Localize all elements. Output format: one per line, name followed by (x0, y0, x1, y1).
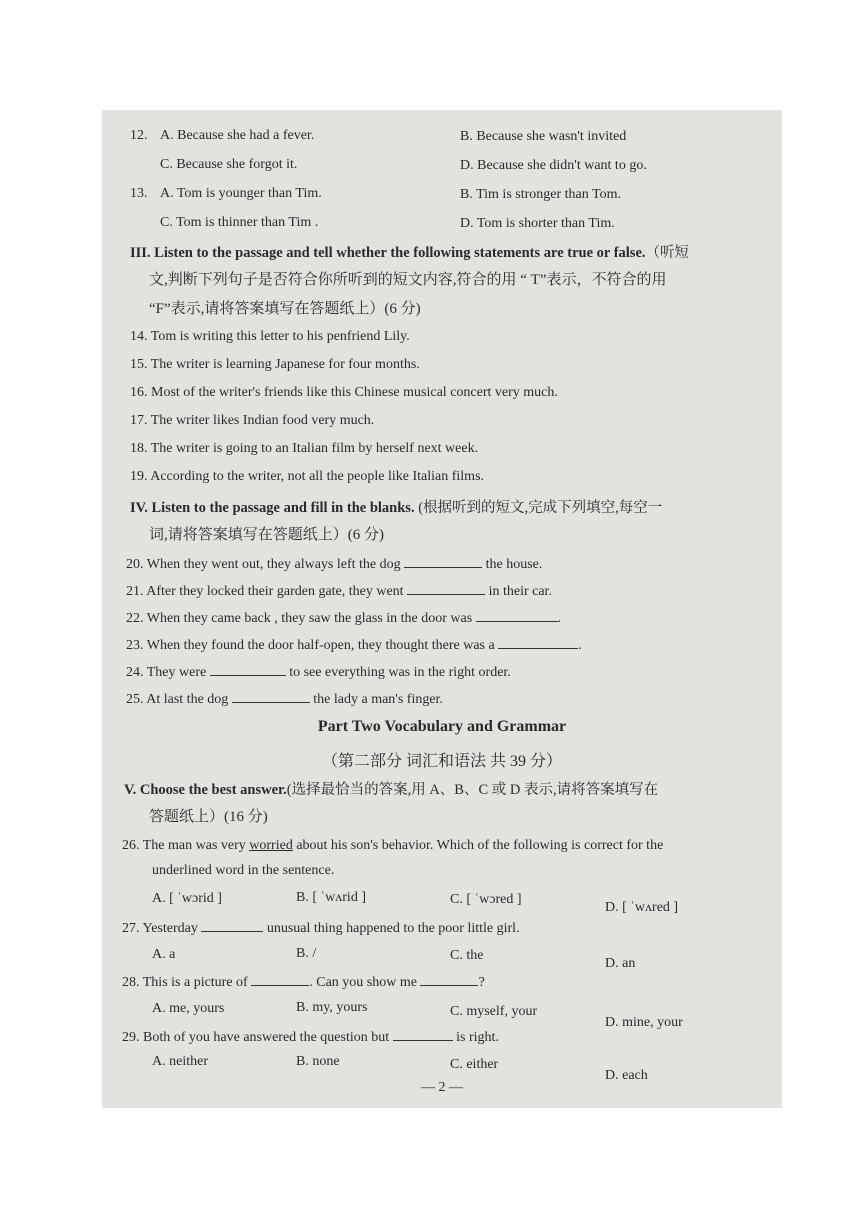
question-number: 13. (130, 186, 148, 201)
statement-item (130, 412, 374, 430)
answer-blank (498, 635, 578, 649)
part-two-subtitle: （第二部分 词汇和语法 共 39 分） (321, 753, 562, 770)
question-number: 27. (122, 921, 140, 936)
section-3-instruction-line2: 文,判断下列句子是否符合你所听到的短文内容,符合的用 “ T”表示，不符合的用 (149, 272, 667, 288)
question-29 (122, 1027, 499, 1047)
answer-blank (251, 972, 309, 986)
answer-blank (420, 972, 478, 986)
question-number: 28. (122, 975, 140, 990)
question-text: in their car. (488, 584, 552, 599)
option-a: A. Because she had a fever. (160, 128, 315, 143)
statement-number: 15. (130, 357, 148, 372)
statement-number: 19. (130, 469, 148, 484)
question-text: This is a picture of (142, 975, 248, 990)
option-b: B. my, yours (296, 1000, 368, 1015)
question-text: the house. (485, 557, 543, 572)
question-text: They were (146, 665, 207, 680)
section-3-instruction-line3: “F”表示,请将答案填写在答题纸上）(6 分) (149, 301, 421, 317)
option-d: D. an (605, 956, 636, 971)
section-5-instruction: (选择最恰当的答案,用 A、B、C 或 D 表示,请将答案填写在 (286, 782, 659, 798)
option-d: D. Tom is shorter than Tim. (460, 216, 615, 231)
question-text: . (578, 638, 582, 653)
option-d: D. [ ˈwʌred ] (605, 900, 679, 915)
question-number: 26. (122, 838, 140, 853)
question-text: When they went out, they always left the dog (146, 557, 401, 572)
answer-blank (404, 554, 482, 568)
section-4-instruction: (根据听到的短文,完成下列填空,每空一 (418, 500, 663, 516)
section-5-instruction-line2: 答题纸上）(16 分) (149, 809, 268, 825)
option-c: C. Tom is thinner than Tim . (160, 215, 319, 230)
question-28 (122, 972, 485, 992)
fill-blank-item (126, 662, 511, 682)
question-text: Both of you have answered the question but (143, 1030, 390, 1045)
underlined-word: worried (249, 838, 293, 853)
statement-item (130, 356, 420, 374)
question-number: 29. (122, 1030, 140, 1045)
question-number: 25. (126, 692, 144, 707)
question-text: to see everything was in the right order. (289, 665, 511, 680)
section-4-title: IV. Listen to the passage and fill in the blanks. (130, 500, 415, 516)
statement-text: The writer likes Indian food very much. (150, 413, 375, 428)
statement-item (130, 384, 558, 402)
question-number: 20. (126, 557, 144, 572)
statement-item (130, 468, 484, 486)
question-number: 23. (126, 638, 144, 653)
fill-blank-item (126, 554, 542, 574)
option-a: A. neither (152, 1054, 208, 1069)
page-number: — 2 — (421, 1080, 463, 1095)
part-two-title: Part Two Vocabulary and Grammar (317, 718, 567, 735)
option-d: D. mine, your (605, 1015, 683, 1030)
answer-blank (407, 581, 485, 595)
question-text: is right. (456, 1030, 499, 1045)
section-4-heading (130, 499, 662, 517)
question-text: the lady a man's finger. (313, 692, 443, 707)
question-text: about his son's behavior. Which of the following is correct for the (296, 838, 664, 853)
option-d: D. each (605, 1068, 648, 1083)
statement-number: 14. (130, 329, 148, 344)
statement-text: The writer is learning Japanese for four months. (150, 357, 420, 372)
section-3-heading (130, 244, 689, 262)
option-b: B. [ ˈwʌrid ] (296, 890, 366, 905)
statement-text: Tom is writing this letter to his penfriend Lily. (150, 329, 410, 344)
option-b: B. / (296, 946, 317, 961)
statement-number: 16. (130, 385, 148, 400)
statement-number: 17. (130, 413, 148, 428)
answer-blank (210, 662, 286, 676)
question-text: At last the dog (146, 692, 229, 707)
option-c: C. either (450, 1057, 499, 1072)
statement-text: According to the writer, not all the people like Italian films. (150, 469, 485, 484)
section-4-instruction-line2: 词,请将答案填写在答题纸上）(6 分) (149, 527, 384, 543)
option-c: C. myself, your (450, 1004, 538, 1019)
option-a: A. a (152, 947, 176, 962)
statement-text: Most of the writer's friends like this Chinese musical concert very much. (151, 385, 558, 400)
question-text: . (557, 611, 562, 626)
question-number: 21. (126, 584, 144, 599)
statement-number: 18. (130, 441, 148, 456)
section-5-title: V. Choose the best answer. (124, 782, 287, 798)
option-a: A. Tom is younger than Tim. (160, 186, 322, 201)
option-b: B. Because she wasn't invited (460, 129, 627, 144)
question-text: After they locked their garden gate, they went (146, 584, 404, 599)
option-d: D. Because she didn't want to go. (460, 158, 647, 173)
option-c: C. Because she forgot it. (160, 157, 298, 172)
answer-blank (201, 918, 263, 932)
question-26 (122, 837, 663, 855)
statement-item (130, 328, 410, 346)
option-a: A. me, yours (152, 1001, 225, 1016)
question-text-line2: underlined word in the sentence. (152, 863, 335, 878)
exam-page (102, 110, 782, 1108)
question-text: When they came back , they saw the glass in the door was (146, 611, 473, 626)
option-b: B. none (296, 1054, 340, 1069)
question-text: ? (478, 975, 485, 990)
question-27 (122, 918, 520, 938)
section-3-title: III. Listen to the passage and tell whether the following statements are true or false. (130, 245, 646, 261)
answer-blank (232, 689, 310, 703)
question-text: unusual thing happened to the poor little girl. (266, 921, 520, 936)
option-c: C. the (450, 948, 484, 963)
statement-item (130, 440, 478, 458)
fill-blank-item (126, 689, 443, 709)
option-b: B. Tim is stronger than Tom. (460, 187, 621, 202)
option-a: A. [ ˈwɔrid ] (152, 891, 222, 906)
question-text: . Can you show me (309, 975, 417, 990)
fill-blank-item (126, 635, 582, 655)
answer-blank (476, 608, 558, 622)
question-number: 22. (126, 611, 144, 626)
option-c: C. [ ˈwɔred ] (450, 892, 522, 907)
statement-text: The writer is going to an Italian film by herself next week. (150, 441, 479, 456)
section-3-instruction: （听短 (645, 245, 690, 261)
question-number: 24. (126, 665, 144, 680)
answer-blank (393, 1027, 453, 1041)
question-text: When they found the door half-open, they thought there was a (146, 638, 495, 653)
fill-blank-item (126, 581, 552, 601)
question-number: 12. (130, 128, 148, 143)
section-5-heading (124, 781, 658, 799)
question-text: Yesterday (142, 921, 198, 936)
fill-blank-item (126, 608, 561, 628)
question-text: The man was very (142, 838, 246, 853)
